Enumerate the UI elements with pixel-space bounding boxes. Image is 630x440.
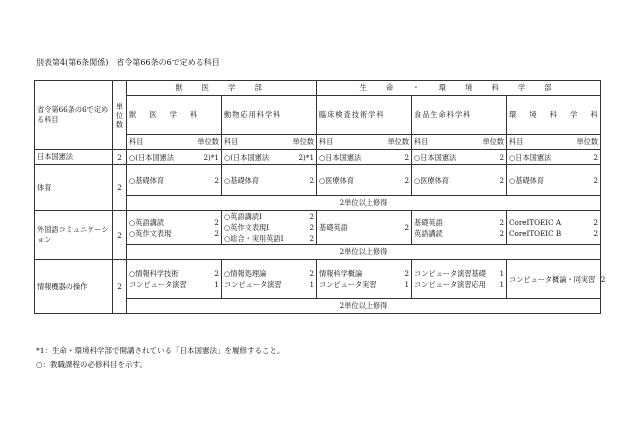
course-name: コンピュータ演習 [224, 280, 282, 289]
course-name: ○医療体育 [414, 175, 450, 185]
course-cell [507, 165, 601, 196]
course-entry [319, 175, 409, 186]
course-name: ○日本国憲法 [414, 152, 457, 162]
column-label-subject: 科目 [129, 137, 144, 146]
column-label-cell [317, 135, 412, 150]
column-label-cell [222, 135, 317, 150]
course-units: 1 [404, 280, 410, 289]
column-label-cell [507, 135, 601, 150]
course-entry [319, 152, 409, 163]
program-header-food: 食品生命科学科 [412, 96, 507, 135]
course-entry [319, 268, 409, 279]
course-entry [129, 175, 219, 186]
course-name: ○基礎体育 [129, 175, 165, 185]
course-cell [222, 165, 317, 196]
column-label-units: 単位数 [387, 137, 410, 146]
dept-life-env-header: 生 命 ・ 環 境 科 学 部 [317, 81, 601, 96]
course-name: ○英語講読Ⅰ [224, 212, 262, 221]
table-row [35, 150, 601, 165]
course-entry [414, 152, 504, 163]
course-entry [224, 222, 314, 233]
course-cell [412, 260, 507, 299]
table-title: 別表第4(第6条関係) 省令第66条の6で定める科目 [36, 58, 220, 67]
column-label-units: 単位数 [576, 137, 599, 146]
course-cell [317, 211, 412, 245]
course-name: コンピュータ演習応用 [414, 280, 486, 289]
column-label-subject: 科目 [509, 137, 524, 146]
footnote-2: ○：教職課程の必修科目を示す。 [36, 360, 147, 369]
course-entry [129, 228, 219, 239]
course-units: 1 [214, 280, 219, 289]
course-name: コンピュータ演習 [129, 280, 187, 289]
course-entry [129, 268, 219, 279]
course-cell [507, 260, 606, 299]
course-name: ○(日本国憲法 [224, 152, 270, 162]
course-entry [129, 279, 219, 290]
course-name: ○医療体育 [319, 175, 355, 185]
units-column-header: 単位数 [113, 81, 127, 150]
course-name: ○情報処理論 [224, 269, 267, 278]
subject-name: 情報機器の操作 [35, 260, 113, 314]
course-units: 2 [499, 228, 505, 238]
course-entry [414, 228, 504, 239]
course-name: コンピュータ概論・同実習 [509, 274, 596, 284]
course-entry [509, 175, 598, 186]
program-header-env: 環 境 科 学 科 [507, 96, 601, 135]
dept-vet-header: 獣 医 学 部 [127, 81, 317, 96]
course-name: コンピュータ演習基礎 [414, 269, 486, 278]
course-name: ○基礎体育 [509, 175, 545, 185]
course-units: 2 [214, 228, 219, 238]
column-label-units: 単位数 [292, 137, 315, 146]
column-label-subject: 科目 [319, 137, 334, 146]
course-name: コンピュータ実習 [319, 280, 377, 289]
program-header-vet: 獣 医 学 科 [127, 96, 222, 135]
course-entry [129, 217, 219, 228]
course-units: 2 [309, 223, 315, 232]
course-cell [222, 211, 317, 245]
course-entry [224, 175, 314, 186]
course-name: ○英作文表現 [129, 228, 172, 238]
course-cell [317, 150, 412, 165]
course-cell [222, 260, 317, 299]
course-name: ○英作文表現Ⅰ [224, 223, 270, 232]
course-name: ○基礎体育 [224, 175, 260, 185]
course-units: 2 [404, 175, 410, 185]
course-cell [222, 150, 317, 165]
course-cell [127, 211, 222, 245]
course-entry [414, 217, 504, 228]
column-label-units: 単位数 [197, 137, 219, 146]
course-name: 基礎英語 [319, 223, 348, 232]
course-units: 2 [593, 175, 599, 185]
course-entry [224, 233, 314, 244]
course-name: ○総合・実用英語Ⅰ [224, 234, 284, 243]
course-cell [412, 150, 507, 165]
requirement-note: 2単位以上修得 [127, 299, 601, 314]
course-entry [414, 279, 504, 290]
course-entry [414, 175, 504, 186]
course-units: 2 [499, 217, 505, 227]
course-units: 2)*1 [298, 152, 315, 162]
course-units: 2 [404, 269, 410, 278]
course-entry [509, 228, 598, 239]
subject-name: 外国語コミュニケーション [35, 211, 113, 260]
course-entry [319, 279, 409, 290]
subject-units: 2 [113, 150, 127, 165]
course-units: 1 [499, 280, 505, 289]
course-cell [317, 260, 412, 299]
course-cell [507, 211, 601, 245]
course-entry [509, 274, 606, 285]
course-cell [412, 211, 507, 245]
course-entry [414, 268, 504, 279]
subject-units: 2 [113, 260, 127, 314]
column-label-cell [412, 135, 507, 150]
course-name: 英語講読 [414, 228, 443, 238]
course-name: ○(日本国憲法 [129, 152, 175, 162]
course-cell [127, 150, 222, 165]
course-entry [319, 222, 409, 233]
course-units: 2 [600, 274, 606, 284]
course-units: 2 [593, 152, 599, 162]
course-cell [127, 165, 222, 196]
course-units: 2 [309, 234, 315, 243]
course-entry [224, 211, 314, 222]
course-name: ○日本国憲法 [319, 152, 362, 162]
course-cell [507, 150, 601, 165]
course-name: 基礎英語 [414, 217, 443, 227]
course-cell [127, 260, 222, 299]
column-label-subject: 科目 [414, 137, 429, 146]
course-name: ○日本国憲法 [509, 152, 552, 162]
course-cell [317, 165, 412, 196]
course-name: ○情報科学技術 [129, 269, 179, 278]
course-units: 2 [309, 175, 315, 185]
subject-units: 2 [113, 211, 127, 260]
course-units: 2 [404, 223, 410, 232]
course-entry [224, 279, 314, 290]
column-label-units: 単位数 [482, 137, 505, 146]
course-units: 2)*1 [203, 152, 219, 162]
course-entry [224, 268, 314, 279]
course-units: 2 [214, 217, 219, 227]
footnote-1: *1：生命・環境科学部で開講されている「日本国憲法」を履修すること。 [36, 346, 285, 355]
subject-units: 2 [113, 165, 127, 211]
course-units: 2 [214, 175, 219, 185]
table-row [35, 260, 601, 299]
course-entry [224, 152, 314, 163]
course-entry [509, 152, 598, 163]
table-row [35, 165, 601, 196]
course-units: 2 [404, 152, 410, 162]
subject-name: 日本国憲法 [35, 150, 113, 165]
subject-column-header: 省令第66条の6で定める科目 [35, 81, 113, 150]
table-row [35, 211, 601, 245]
course-units: 2 [214, 269, 219, 278]
course-units: 2 [309, 269, 315, 278]
requirement-note: 2単位以上修得 [127, 196, 601, 211]
course-units: 2 [499, 152, 505, 162]
program-header-clinical: 臨床検査技術学科 [317, 96, 412, 135]
course-units: 2 [593, 228, 599, 238]
course-units: 1 [309, 280, 315, 289]
course-table [34, 80, 606, 314]
course-units: 1 [499, 269, 505, 278]
program-header-animal: 動物応用科学科 [222, 96, 317, 135]
course-name: 情報科学概論 [319, 269, 363, 278]
course-entry [129, 152, 219, 163]
course-name: CoreⅠTOEIC A [509, 217, 562, 227]
course-name: ○英語講読 [129, 217, 165, 227]
course-units: 2 [499, 175, 505, 185]
course-cell [412, 165, 507, 196]
course-units: 2 [309, 212, 315, 221]
course-units: 2 [593, 217, 599, 227]
column-label-subject: 科目 [224, 137, 239, 146]
course-entry [509, 217, 598, 228]
requirement-note: 2単位以上修得 [127, 245, 601, 260]
subject-name: 体育 [35, 165, 113, 211]
course-name: CoreⅠTOEIC B [509, 228, 562, 238]
column-label-cell [127, 135, 222, 150]
